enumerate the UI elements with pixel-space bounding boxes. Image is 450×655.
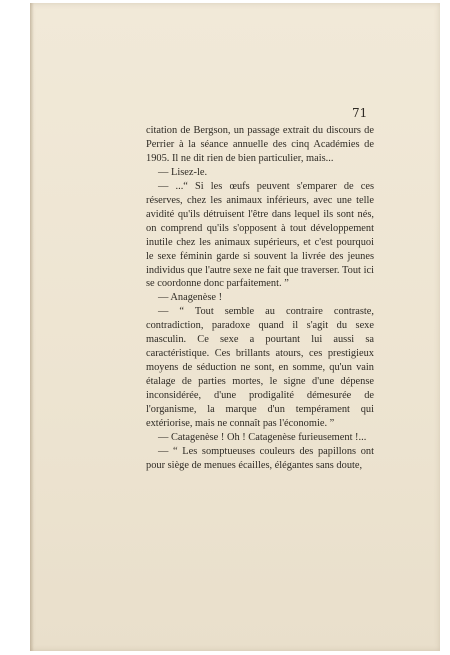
paragraph-catagenese: — Catagenèse ! Oh ! Catagenèse furieusement !... [158,431,367,443]
paragraph-quote-oeufs: — ...“ Si les œufs peuvent s'emparer de ces réserves, chez les animaux inférieurs, avec une telle avidité qu'ils détruisent l'être dans lequel ils sont nés, on comprend qu'ils s'opposent à tout développement inutile chez les animaux supérieurs, et c'est pourquoi le sexe féminin garde si souvent la livrée des jeunes individus que l'autre sexe ne fait que traverser. Tout ici se coordonne donc parfaitement. ” [146,180,374,290]
body-text [146,124,374,473]
page-number: 71 [352,106,368,120]
paragraph-citation: citation de Bergson, un passage extrait du discours de Perrier à la séance annuelle des cinq Académies de 1905. Il ne dit rien de bien particulier, mais... [146,125,374,164]
paragraph-lisez: — Lisez-le. [158,166,208,178]
paper-sheet [30,3,440,651]
paragraph-anagenese: — Anagenèse ! [158,292,223,304]
paragraph-quote-contraste: — “ Tout semble au contraire contraste, contradiction, paradoxe quand il s'agit du sexe masculin. Ce sexe a pourtant lui aussi sa caractéristique. Ces brillants atours, ces prestigieux moyens de séduction ne sont, en somme, qu'un vain étalage de parties mortes, le signe d'une dépense inconsidérée, d'une prodigalité démesurée de l'organisme, la marque d'un tempérament qui extériorise, mais ne connaît pas l'économie. ” [146,306,374,430]
paragraph-quote-papillons: — “ Les somptueuses couleurs des papillons ont pour siège de menues écailles, élégantes sans doute, [146,445,374,471]
